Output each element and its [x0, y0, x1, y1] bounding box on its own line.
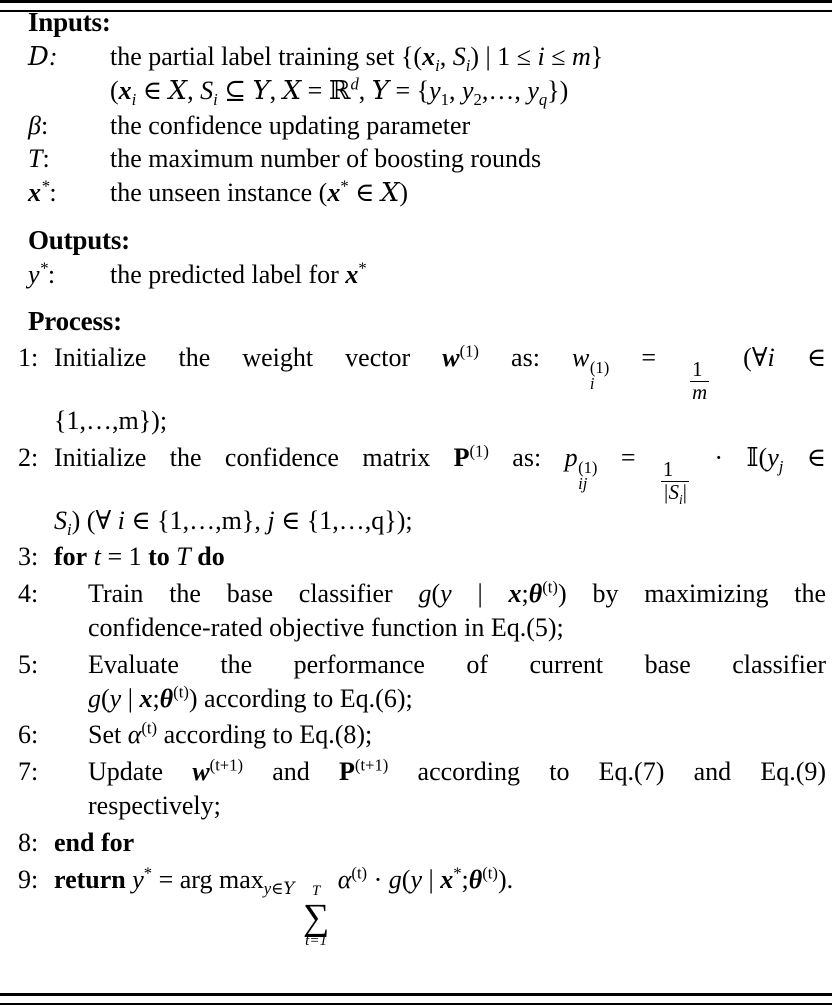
line2-y1-sub: 1 [440, 89, 449, 109]
step-7-line-2: respectively; [88, 791, 221, 821]
s4-classifier: classifier [298, 579, 393, 609]
step-4-line-1 [88, 577, 826, 611]
s5-g: g [88, 683, 101, 713]
s4-by: by [592, 579, 619, 609]
line2-yq-sub: q [538, 89, 548, 109]
step-9-number: 9: [18, 864, 39, 894]
input-row-T [28, 142, 826, 176]
step-7-line-1 [88, 755, 826, 789]
s9-eq: = [158, 864, 174, 894]
s7-w: w [192, 757, 210, 787]
xstar-star: * [340, 176, 349, 196]
s1-the: the [178, 342, 211, 372]
s5-open: ( [101, 683, 110, 713]
xstar-x: x [327, 178, 341, 208]
dataset-cond: ) | 1 [470, 42, 517, 71]
step-2-line-1 [54, 440, 827, 507]
s2-frac-den-bar: | [682, 480, 687, 504]
step-4-number: 4: [18, 579, 39, 609]
s2-frac-den-sub: i [679, 491, 683, 507]
line2-x: x [118, 75, 132, 105]
s3-for: for [54, 542, 88, 572]
step-1-body [54, 341, 826, 438]
algorithm-body [0, 9, 832, 996]
s5-of: of [466, 649, 489, 679]
step-1-line-2 [54, 404, 826, 438]
s9-y: y [132, 864, 144, 894]
process-step-7 [10, 755, 826, 823]
input-symbol-beta [28, 109, 110, 143]
symbol-D-colon: : [48, 42, 58, 71]
s1-frac-den: m [692, 380, 708, 404]
input-desc-xstar [110, 176, 826, 211]
s5-x: x [139, 683, 153, 713]
s2-P-sup: (1) [469, 440, 489, 460]
s2-as: as: [512, 442, 542, 472]
input-symbol-xstar [28, 176, 110, 210]
line2-X2: X [282, 75, 302, 106]
s1-weight: weight [242, 342, 314, 372]
s2-p-sub: ij [578, 474, 588, 494]
step-8-body [54, 826, 826, 860]
s5-performance: performance [293, 649, 425, 679]
input-row-dataset [28, 40, 826, 109]
line2-eq1: = [307, 75, 323, 105]
s5-bar: | [127, 683, 133, 713]
s2-cont-S: S [54, 505, 67, 535]
step-2-body [54, 441, 826, 538]
dataset-S-sub: i [465, 56, 471, 76]
s1-eq: = [641, 342, 656, 372]
s1-cont: {1,…,m}); [54, 405, 168, 435]
s2-cont-S-sub: i [67, 519, 72, 539]
s2-y: y [767, 442, 779, 472]
step-4-line-2: confidence-rated objective function in Eq.(5); [88, 613, 564, 643]
symbol-y-colon: : [47, 259, 56, 289]
step-6-body [54, 718, 826, 752]
s9-open: ( [401, 864, 411, 894]
xstar-X: X [380, 178, 400, 209]
line2-Y: Y [252, 75, 270, 106]
s2-p: p [564, 442, 578, 472]
s4-train: Train [88, 579, 144, 609]
s9-x: x [440, 864, 454, 894]
s7-update: Update [88, 757, 164, 787]
s1-vector: vector [345, 342, 411, 372]
s2-eq: = [620, 442, 636, 472]
step-4-body [54, 577, 826, 645]
s1-wi-sup: (1) [589, 357, 610, 377]
dataset-desc-line2 [110, 74, 826, 109]
s9-theta-sup: (t) [482, 862, 498, 882]
s4-theta-sup: (t) [542, 577, 558, 597]
s4-close: ) [557, 579, 567, 609]
ystar-x-star: * [358, 258, 367, 278]
input-desc-T: the maximum number of boosting rounds [110, 144, 542, 174]
process-step-8 [10, 826, 826, 860]
xstar-text-a: the unseen instance ( [110, 178, 328, 208]
step-6-line-1 [88, 718, 826, 752]
s2-cdot: · [714, 442, 723, 472]
line2-S-sub: i [213, 89, 218, 109]
step-6-number: 6: [18, 720, 39, 750]
dataset-x-sub: i [435, 56, 440, 76]
s5-semi: ; [152, 683, 160, 713]
s5-current: current [529, 649, 604, 679]
s2-forall: ∀ [95, 505, 112, 535]
s1-frac-num: 1 [690, 359, 709, 382]
line2-lb: { [416, 75, 430, 105]
line2-y1: y [429, 75, 441, 105]
symbol-x-glyph: x [28, 178, 41, 208]
s9-alpha-sup: (t) [351, 862, 368, 882]
s1-initialize: Initialize [54, 342, 147, 372]
line2-c1: , [187, 75, 194, 105]
dataset-set-close: } [590, 42, 604, 71]
s6-set: Set [88, 720, 122, 750]
s3-eq1: = 1 [107, 542, 142, 572]
s9-g: g [388, 864, 402, 894]
step-9-line-1 [54, 863, 826, 949]
s9-alpha: α [337, 864, 352, 894]
dataset-m: m [572, 42, 591, 71]
s2-text-a: Initialize the confidence matrix [54, 442, 431, 472]
line2-in1: ∈ [142, 75, 163, 105]
s4-the: the [169, 579, 201, 609]
s7-P: P [339, 757, 355, 787]
symbol-T-colon: : [42, 144, 50, 174]
line2-X: X [168, 75, 188, 106]
step-1-number: 1: [18, 342, 39, 372]
step-8-line-1: end for [54, 827, 135, 857]
s2-set2: {1,…,q}); [306, 505, 413, 535]
s2-set1: {1,…,m}, [157, 505, 261, 535]
process-step-3 [10, 540, 826, 574]
bottom-double-rule [0, 993, 832, 1005]
ystar-x: x [345, 259, 359, 289]
step-7-body [54, 755, 826, 823]
process-step-2 [10, 441, 826, 538]
dataset-i: i [537, 42, 545, 71]
step-7-number: 7: [18, 757, 39, 787]
s2-indicator: 𝕀 [746, 442, 759, 472]
input-row-beta [28, 109, 826, 143]
s9-sum-upper: T [311, 883, 321, 900]
dataset-x: x [422, 42, 436, 71]
s5-classifier: classifier [732, 649, 827, 679]
s2-frac-num: 1 [661, 459, 689, 482]
line2-c2: , [269, 75, 277, 105]
line2-R-sup: d [350, 74, 359, 94]
s2-cont-b: ) ( [71, 505, 96, 535]
step-8-number: 8: [18, 827, 39, 857]
symbol-x-star: * [41, 176, 50, 196]
s3-T: T [176, 542, 191, 572]
s5-tail: according to Eq.(6); [204, 683, 413, 713]
line2-subseteq: ⊆ [224, 75, 246, 105]
s2-open: ( [758, 442, 768, 472]
s5-theta: θ [159, 683, 174, 713]
line2-Y2: Y [371, 75, 389, 106]
s6-alpha-sup: (t) [141, 718, 158, 738]
s3-t: t [93, 542, 101, 572]
symbol-beta-glyph: β [28, 110, 41, 140]
s9-argmax-sub-Y: Y [283, 878, 295, 898]
s9-sum-symbol: ∑ [302, 895, 330, 937]
s4-maximizing: maximizing [644, 579, 769, 609]
s2-i: i [117, 505, 125, 535]
s9-sum-lower: t=1 [305, 933, 328, 950]
s9-close: ). [497, 864, 514, 894]
line2-c3: , [358, 75, 366, 105]
dataset-le1: ≤ [516, 42, 531, 71]
line2-x-sub: i [131, 89, 137, 109]
s7-and: and [272, 757, 310, 787]
input-desc-beta: the confidence updating parameter [110, 110, 471, 140]
s1-as: as: [511, 342, 540, 372]
s3-do: do [197, 542, 225, 572]
s4-theta: θ [528, 579, 543, 609]
step-5-number: 5: [18, 649, 39, 679]
input-symbol-D [28, 40, 110, 75]
dataset-le2: ≤ [551, 42, 566, 71]
step-3-number: 3: [18, 542, 39, 572]
output-symbol-ystar [28, 258, 110, 292]
xstar-close: ) [399, 178, 409, 208]
step-5-line-1 [88, 648, 826, 682]
s9-summation [303, 884, 329, 948]
step-3-line-1 [54, 540, 826, 574]
s1-i: i [767, 342, 775, 372]
symbol-y-star: * [39, 258, 48, 278]
s2-in2: ∈ [131, 505, 151, 535]
s6-alpha: α [127, 720, 142, 750]
s1-wi-supsub [589, 357, 610, 394]
s4-bar: | [477, 579, 483, 609]
line2-close: ) [559, 75, 569, 105]
ystar-text: the predicted label for [110, 259, 339, 289]
s1-in: ∈ [806, 342, 827, 372]
step-5-body [54, 648, 826, 716]
s5-evaluate: Evaluate [88, 649, 179, 679]
s2-in3: ∈ [281, 505, 301, 535]
step-3-body [54, 540, 826, 574]
s2-y-sub: j [778, 456, 784, 476]
s2-frac-den-S: |S [662, 480, 680, 504]
s2-in: ∈ [806, 442, 827, 472]
s9-y-star: * [143, 862, 153, 882]
step-9-body [54, 863, 826, 949]
s9-bar: | [428, 864, 434, 894]
input-desc-dataset [110, 40, 826, 109]
symbol-x-colon: : [49, 178, 57, 208]
s9-x-star: * [453, 862, 462, 882]
s5-y: y [109, 683, 122, 713]
s1-w-sup: (1) [459, 341, 479, 361]
symbol-T-glyph: T [28, 144, 43, 174]
s1-fraction-1-over-m [690, 359, 709, 404]
s9-semi: ; [461, 864, 469, 894]
line2-dots: ,…, [481, 75, 521, 105]
s9-cdot: · [373, 864, 383, 894]
s2-P-bold: P [453, 442, 470, 472]
s9-theta: θ [468, 864, 483, 894]
s7-tail: according to Eq.(7) and Eq.(9) [417, 757, 827, 787]
line2-R: ℝ [328, 75, 351, 105]
s2-frac-den [661, 480, 689, 507]
dataset-text-a: the partial label training set [110, 42, 395, 71]
s1-forall: ∀ [751, 342, 768, 372]
step-2-line-2 [54, 504, 826, 538]
line2-rb: } [547, 75, 560, 105]
s2-p-supsub [578, 457, 598, 494]
output-desc-ystar [110, 258, 826, 292]
dataset-S: S [452, 42, 466, 71]
s2-j: j [267, 505, 275, 535]
inputs-heading: Inputs: [28, 7, 111, 37]
line2-open: ( [110, 75, 119, 105]
outputs-heading: Outputs: [28, 224, 130, 255]
s2-fraction [661, 457, 689, 507]
s4-base: base [226, 579, 273, 609]
output-row-ystar [28, 258, 826, 292]
input-row-xstar [28, 176, 826, 211]
s9-argmax: arg max [179, 864, 264, 894]
s4-g: g [418, 579, 432, 609]
s3-to: to [148, 542, 170, 572]
s9-argmax-sub-y: y∈ [263, 878, 284, 898]
s4-y: y [440, 579, 452, 609]
s1-w-bold: w [442, 342, 460, 372]
s1-wi: w [572, 342, 590, 372]
s7-P-sup: (t+1) [354, 755, 389, 775]
symbol-y-glyph: y [28, 259, 40, 289]
s9-return: return [54, 864, 126, 894]
dataset-comma: , [439, 42, 447, 71]
line2-y2-sub: 2 [473, 89, 482, 109]
line2-S: S [200, 75, 214, 105]
s6-tail: according to Eq.(8); [163, 720, 373, 750]
s4-x: x [508, 579, 522, 609]
s1-wi-sub: i [589, 374, 595, 394]
step-1-line-1 [54, 341, 826, 404]
process-step-4 [10, 577, 826, 645]
s4-semi: ; [521, 579, 529, 609]
process-step-6 [10, 718, 826, 752]
s4-open: ( [431, 579, 441, 609]
symbol-D-glyph: D [28, 42, 49, 72]
s5-base: base [644, 649, 691, 679]
line2-y2: y [461, 75, 474, 105]
process-step-1 [10, 341, 826, 438]
s5-close: ) [188, 683, 198, 713]
s2-p-sup: (1) [578, 457, 598, 477]
dataset-set-open: {( [400, 42, 423, 71]
s9-ybar: y [410, 864, 422, 894]
s5-the: the [220, 649, 253, 679]
s7-w-sup: (t+1) [209, 755, 244, 775]
process-heading: Process: [28, 305, 122, 336]
xstar-in: ∈ [355, 178, 375, 208]
line2-c4: , [448, 75, 456, 105]
symbol-beta-colon: : [40, 110, 49, 140]
line2-eq2: = [395, 75, 411, 105]
process-step-9 [10, 863, 826, 949]
process-step-5 [10, 648, 826, 716]
input-symbol-T [28, 142, 110, 176]
step-2-number: 2: [18, 442, 39, 472]
s9-argmax-sub [264, 879, 295, 898]
s4-the2: the [794, 579, 827, 609]
line2-yq: y [527, 75, 539, 105]
step-5-line-2 [88, 682, 826, 716]
s1-paren-forall: ( [743, 342, 752, 372]
s5-theta-sup: (t) [173, 681, 189, 701]
